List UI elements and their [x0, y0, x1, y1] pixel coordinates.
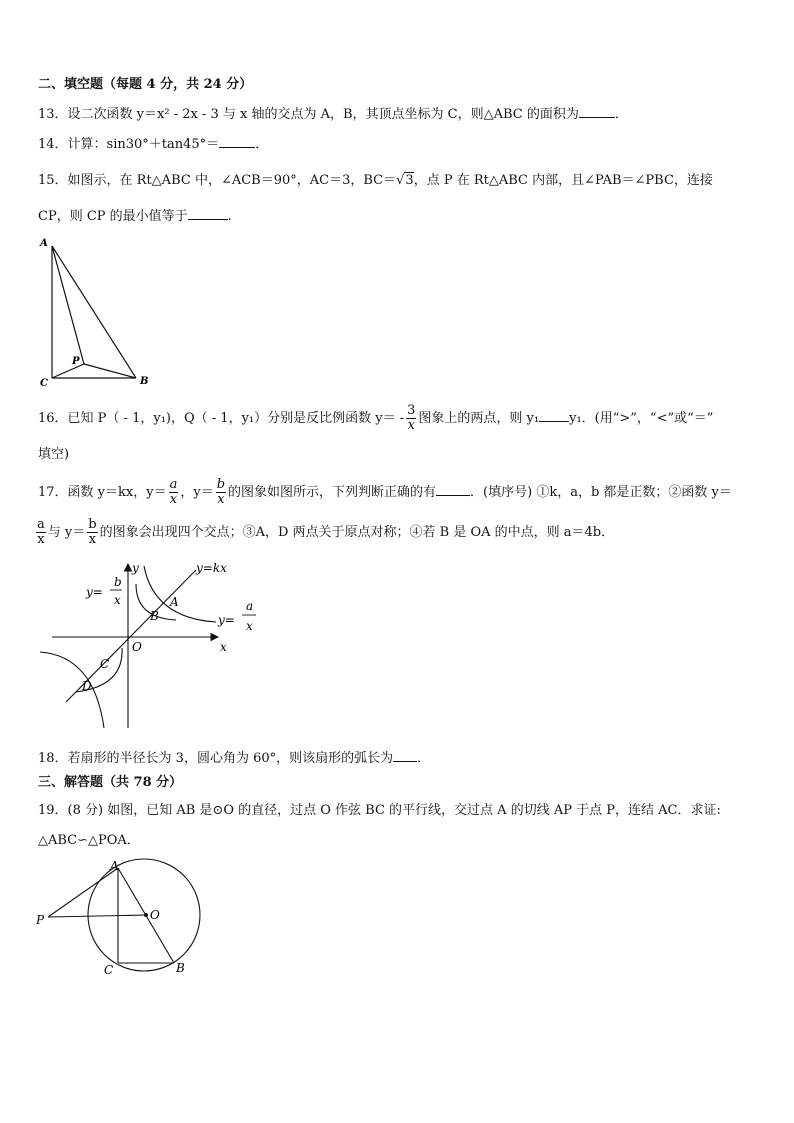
q17-frac4-den: x — [88, 532, 97, 547]
label-ya-num: a — [246, 599, 254, 613]
question-15-line1: 15．如图示，在 Rt△ABC 中，∠ACB＝90°，AC＝3，BC＝√3，点 P 在 Rt△ABC 内部，且∠PAB＝∠PBC，连接 — [38, 173, 713, 188]
label-a: A — [40, 238, 48, 249]
question-17-line2 — [36, 518, 614, 547]
label-ya-den: x — [246, 619, 253, 633]
tangent-ap — [48, 868, 118, 917]
q14-answer-blank — [219, 134, 255, 148]
segment-ap — [52, 246, 84, 364]
section-two-heading: 二、填空题（每题 4 分，共 24 分） — [38, 77, 253, 92]
q17-text-b: 的图象如图所示，下列判断正确的有 — [228, 485, 437, 500]
label-x-axis: x — [220, 640, 227, 654]
label-point-d: D — [82, 679, 92, 693]
center-point-o — [144, 913, 148, 917]
q16-text-c: y₁．(用“>”，“<”或“＝” — [569, 411, 714, 426]
question-19-line1: 19．(8 分) 如图，已知 AB 是⊙O 的直径，过点 O 作弦 BC 的平行线，交过点 A 的切线 AP 于点 P，连结 AC．求证: — [38, 803, 721, 818]
q17-frac1-num: a — [169, 477, 178, 492]
q15-triangle-figure — [36, 236, 156, 388]
label-a: A — [110, 859, 119, 873]
q17-text-d: 与 y＝ — [47, 525, 86, 540]
q17-frac4-num: b — [88, 517, 97, 532]
label-yb-num: b — [114, 575, 122, 589]
label-b: B — [176, 961, 185, 975]
q17-frac2-num: b — [216, 477, 226, 492]
q16-frac-den: x — [407, 418, 415, 433]
q14-text: 14．计算：sin30°＋tan45°＝ — [38, 137, 220, 152]
question-17-line1 — [38, 478, 732, 507]
q16-text-a: 16．已知 P（ - 1，y₁)，Q（ - 1，y₁）分别是反比例函数 y＝ - — [38, 411, 405, 426]
q19-circle-figure — [34, 858, 214, 980]
question-13 — [38, 104, 628, 124]
label-y-axis: y — [132, 561, 139, 575]
q15-text-b: ，点 P 在 Rt△ABC 内部，且∠PAB＝∠PBC，连接 — [413, 173, 713, 188]
q16-fraction — [406, 404, 416, 433]
label-b: B — [140, 376, 149, 387]
label-point-c: C — [100, 657, 110, 671]
section-three-heading: 三、解答题（共 78 分） — [38, 775, 183, 790]
q17-text-c: ．(填序号) ①k，a，b 都是正数；②函数 y＝ — [470, 485, 732, 500]
q14-end: ． — [255, 137, 269, 152]
side-ab — [52, 246, 136, 378]
q16-answer-blank — [539, 408, 569, 422]
question-15-line2 — [38, 206, 232, 226]
label-y-kx: y=kx — [196, 561, 227, 575]
q13-text: 13．设二次函数 y＝x² - 2x - 3 与 x 轴的交点为 A，B，其顶点坐标为 C，则△ABC 的面积为 — [38, 107, 579, 122]
q13-end: ． — [614, 107, 628, 122]
question-16-line1 — [38, 404, 713, 433]
label-yb-prefix: y= — [86, 585, 103, 599]
q18-answer-blank — [393, 748, 417, 762]
label-point-a: A — [170, 595, 179, 609]
label-p: P — [36, 913, 45, 927]
q15-text-c: CP，则 CP 的最小值等于 — [38, 209, 188, 224]
question-16-line2: 填空) — [38, 447, 70, 462]
q17-frac3-num: a — [37, 517, 45, 532]
q15-answer-blank — [188, 206, 228, 220]
label-yb-den: x — [114, 593, 121, 607]
q18-end: ． — [417, 751, 431, 766]
q15-end: . — [227, 209, 232, 224]
question-14 — [38, 134, 268, 154]
label-point-b: B — [150, 609, 159, 623]
q15-text-a: 15．如图示，在 Rt△ABC 中，∠ACB＝90°，AC＝3，BC＝ — [38, 173, 397, 188]
q17-answer-blank — [436, 482, 470, 496]
q16-frac-num: 3 — [407, 403, 416, 418]
q17-frac-3 — [36, 518, 46, 547]
label-origin: O — [132, 640, 142, 654]
q18-text: 18．若扇形的半径长为 3，圆心角为 60°，则该扇形的弧长为 — [38, 751, 394, 766]
q17-frac-1 — [169, 478, 179, 507]
label-c: C — [104, 963, 114, 977]
label-o: O — [150, 908, 160, 922]
label-p: P — [72, 356, 80, 367]
q17-frac1-den: x — [169, 492, 178, 507]
q17-frac-2 — [216, 478, 226, 507]
curve-y-a-over-x-q3 — [40, 652, 104, 728]
label-ya-prefix: y= — [218, 613, 235, 627]
q17-function-graph — [36, 560, 276, 738]
q15-sqrt-value: 3 — [405, 173, 414, 188]
q17-frac3-den: x — [37, 532, 45, 547]
q17-sep: ，y＝ — [180, 485, 214, 500]
q17-frac2-den: x — [217, 492, 225, 507]
q17-text-a: 17．函数 y＝kx，y＝ — [38, 485, 167, 500]
question-19-line2: △ABC∽△POA． — [38, 833, 140, 848]
label-c: C — [40, 378, 48, 388]
q13-answer-blank — [579, 104, 615, 118]
q17-text-e: 的图象会出现四个交点；③A，D 两点关于原点对称；④若 B 是 OA 的中点，则 a＝4b． — [99, 525, 615, 540]
question-18 — [38, 748, 430, 768]
segment-po — [48, 915, 146, 917]
q17-frac-4 — [87, 518, 97, 547]
q16-text-b: 图象上的两点，则 y₁ — [418, 411, 540, 426]
